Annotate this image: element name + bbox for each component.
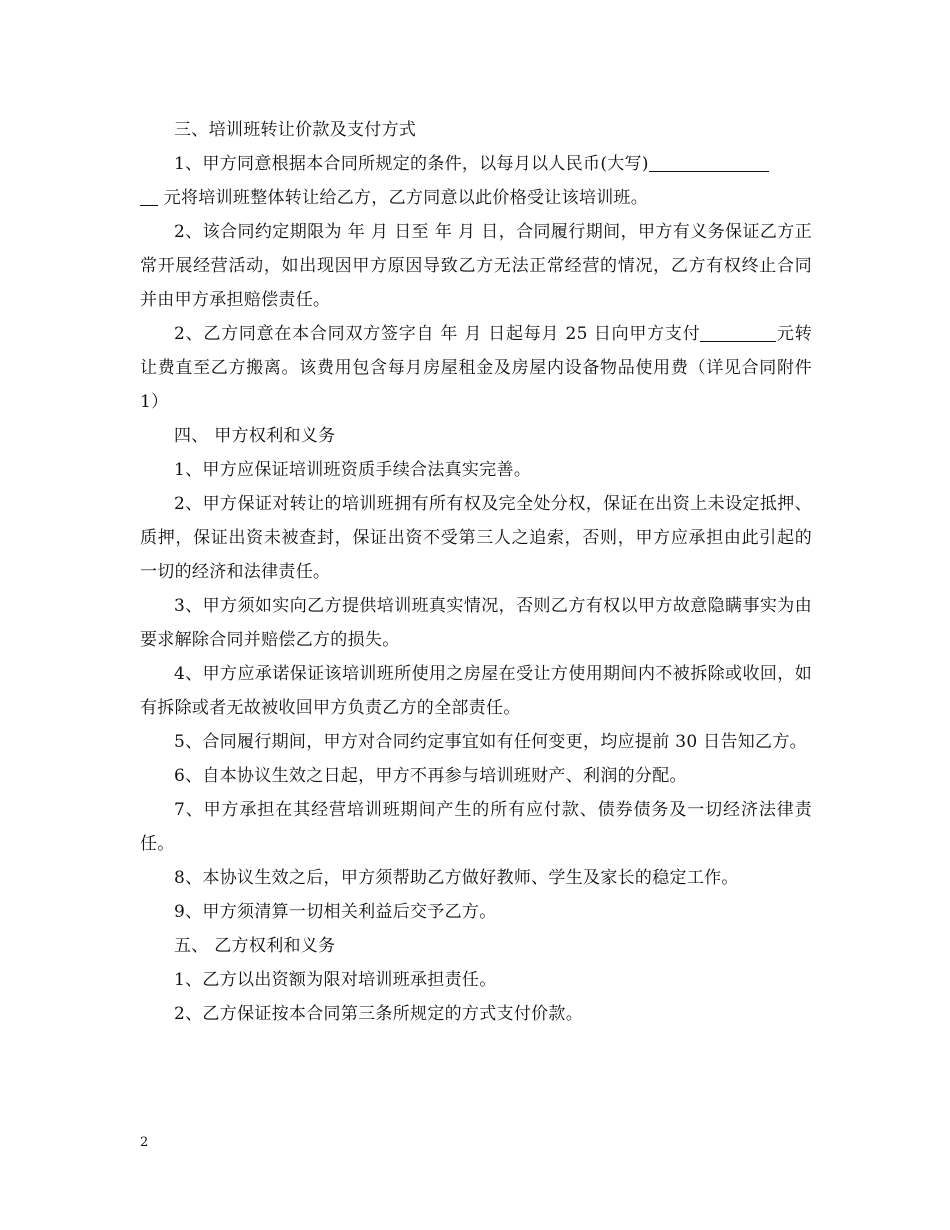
section-4-item: 9、甲方须清算一切相关利益后交予乙方。 bbox=[174, 902, 497, 922]
section-4-item: 4、甲方应承诺保证该培训班所使用之房屋在受让方使用期间内不被拆除或收回，如有拆除或者无故被收回甲方负责乙方的全部责任。 bbox=[140, 664, 812, 718]
clause-text: 2、乙方同意在本合同双方签字自 年 月 日起每月 25 日向甲方支付 bbox=[174, 324, 701, 344]
section-4-item: 2、甲方保证对转让的培训班拥有所有权及完全处分权，保证在出资上未设定抵押、质押，保证出资未被查封，保证出资不受第三人之追索，否则，甲方应承担由此引起的一切的经济和法律责任。 bbox=[140, 494, 812, 582]
section-4-item: 1、甲方应保证培训班资质手续合法真实完善。 bbox=[174, 460, 532, 480]
section-5-heading: 五、 乙方权利和义务 bbox=[174, 936, 336, 956]
clause-text: 元转让费直至乙方搬离。该费用包含每月房屋租金及房屋内设备物品使用费（详见合同附件 1） bbox=[140, 324, 812, 412]
clause-text: 1、甲方同意根据本合同所规定的条件，以每月以人民币(大写) bbox=[174, 154, 649, 174]
section-5-item: 2、乙方保证按本合同第三条所规定的方式支付价款。 bbox=[174, 1004, 584, 1024]
section-3-clause-2b bbox=[140, 317, 812, 419]
section-5-item: 1、乙方以出资额为限对培训班承担责任。 bbox=[174, 970, 497, 990]
amount-blank bbox=[649, 151, 769, 172]
section-3-heading: 三、培训班转让价款及支付方式 bbox=[174, 120, 417, 140]
fee-blank bbox=[700, 321, 776, 342]
section-4-item: 6、自本协议生效之日起，甲方不再参与培训班财产、利润的分配。 bbox=[174, 766, 687, 786]
section-4-heading: 四、 甲方权利和义务 bbox=[174, 426, 336, 446]
clause-text: 元将培训班整体转让给乙方，乙方同意以此价格受让该培训班。 bbox=[158, 188, 649, 208]
section-4-item: 3、甲方须如实向乙方提供培训班真实情况，否则乙方有权以甲方故意隐瞒事实为由要求解除合同并赔偿乙方的损失。 bbox=[140, 596, 812, 650]
section-4-item: 8、本协议生效之后，甲方须帮助乙方做好教师、学生及家长的稳定工作。 bbox=[174, 868, 739, 888]
section-4-item: 5、合同履行期间，甲方对合同约定事宜如有任何变更，均应提前 30 日告知乙方。 bbox=[174, 732, 807, 752]
document-body bbox=[140, 113, 812, 1031]
section-3-clause-2: 2、该合同约定期限为 年 月 日至 年 月 日，合同履行期间，甲方有义务保证乙方正常开展经营活动，如出现因甲方原因导致乙方无法正常经营的情况，乙方有权终止合同并由甲方承担赔偿责任。 bbox=[140, 222, 812, 310]
page-number: 2 bbox=[140, 1135, 149, 1150]
amount-blank-continued bbox=[140, 185, 158, 206]
section-4-item: 7、甲方承担在其经营培训班期间产生的所有应付款、债券债务及一切经济法律责任。 bbox=[140, 800, 812, 854]
section-3-clause-1 bbox=[140, 147, 812, 215]
